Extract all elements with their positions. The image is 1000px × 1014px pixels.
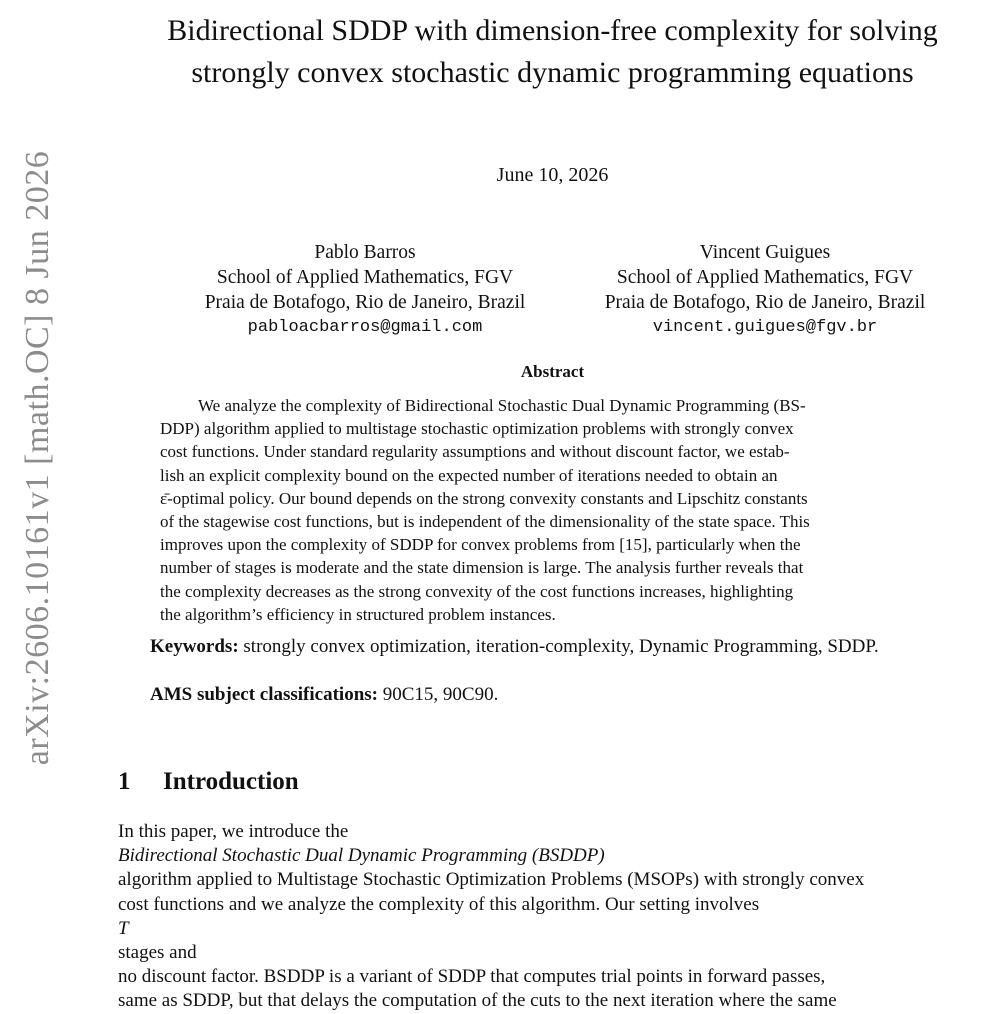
- abstract-heading: Abstract: [520, 362, 585, 381]
- intro-paragraph: [118, 820, 958, 1014]
- intro-text: stages and: [118, 942, 197, 964]
- author-affiliation: School of Applied Mathematics, FGV: [216, 267, 514, 288]
- abstract-line: lish an explicit complexity bound on the expected number of iterations needed to obtain an: [160, 465, 778, 485]
- keywords-text: strongly convex optimization, iteration-complexity, Dynamic Programming, SDDP.: [243, 636, 879, 657]
- intro-emphasis: Bidirectional Stochastic Dual Dynamic Programming (BSDDP): [118, 845, 605, 867]
- author-block-2: [565, 240, 965, 340]
- abstract-line: cost functions. Under standard regularity assumptions and without discount factor, we estab-: [160, 442, 790, 462]
- intro-text: cost functions and we analyze the complexity of this algorithm. Our setting involves: [118, 893, 760, 915]
- abstract-line: improves upon the complexity of SDDP for convex problems from [15], particularly when the: [160, 535, 801, 555]
- abstract-line: the algorithm’s efficiency in structured problem instances.: [160, 604, 556, 624]
- intro-emphasis: T: [118, 917, 129, 939]
- paper-title: [150, 10, 955, 94]
- author-address: Praia de Botafogo, Rio de Janeiro, Brazil: [604, 292, 926, 313]
- intro-text: In this paper, we introduce the: [118, 821, 349, 842]
- intro-line: no discount factor. BSDDP is a variant of SDDP that computes trial points in forward passes,: [118, 966, 826, 988]
- section-number: 1: [118, 768, 131, 795]
- abstract-line: DDP) algorithm applied to multistage stochastic optimization problems with strongly convex: [160, 419, 794, 439]
- abstract-body: [160, 394, 935, 626]
- arxiv-identifier-stamp: arXiv:2606.10161v1 [math.OC] 8 Jun 2026: [19, 150, 56, 766]
- abstract-line: the complexity decreases as the strong convexity of the cost functions increases, highlighting: [160, 581, 794, 601]
- abstract-line: of the stagewise cost functions, but is independent of the dimensionality of the state space. This: [160, 512, 810, 532]
- author-email[interactable]: vincent.guigues@fgv.br: [652, 318, 878, 337]
- ams-text: 90C15, 90C90.: [382, 684, 499, 705]
- ams-classifications: [150, 683, 498, 707]
- author-name: Pablo Barros: [314, 242, 416, 263]
- abstract-line: ε̄-optimal policy. Our bound depends on the strong convexity constants and Lipschitz constants: [160, 488, 808, 508]
- intro-line: algorithm applied to Multistage Stochastic Optimization Problems (MSOPs) with strongly convex: [118, 869, 865, 891]
- section-heading: [118, 766, 299, 798]
- intro-line: [118, 820, 958, 868]
- abstract-line: number of stages is moderate and the state dimension is large. The analysis further reveals that: [160, 558, 804, 578]
- keywords-label: Keywords:: [150, 636, 239, 657]
- author-affiliation: School of Applied Mathematics, FGV: [616, 267, 914, 288]
- paper-title-line-2: strongly convex stochastic dynamic programming equations: [191, 56, 914, 89]
- intro-line: same as SDDP, but that delays the computation of the cuts to the next iteration where the same: [118, 990, 837, 1012]
- paper-title-line-1: Bidirectional SDDP with dimension-free complexity for solving: [167, 14, 938, 47]
- abstract-line: We analyze the complexity of Bidirectional Stochastic Dual Dynamic Programming (BS-: [198, 396, 806, 415]
- author-block-1: [165, 240, 565, 340]
- keywords: [150, 635, 879, 659]
- author-name: Vincent Guigues: [699, 242, 831, 263]
- ams-label: AMS subject classifications:: [150, 684, 378, 705]
- paper-date: June 10, 2026: [496, 164, 609, 186]
- author-address: Praia de Botafogo, Rio de Janeiro, Brazil: [204, 292, 526, 313]
- intro-line: [118, 893, 958, 966]
- section-title: Introduction: [163, 768, 299, 795]
- author-email[interactable]: pabloacbarros@gmail.com: [247, 318, 483, 337]
